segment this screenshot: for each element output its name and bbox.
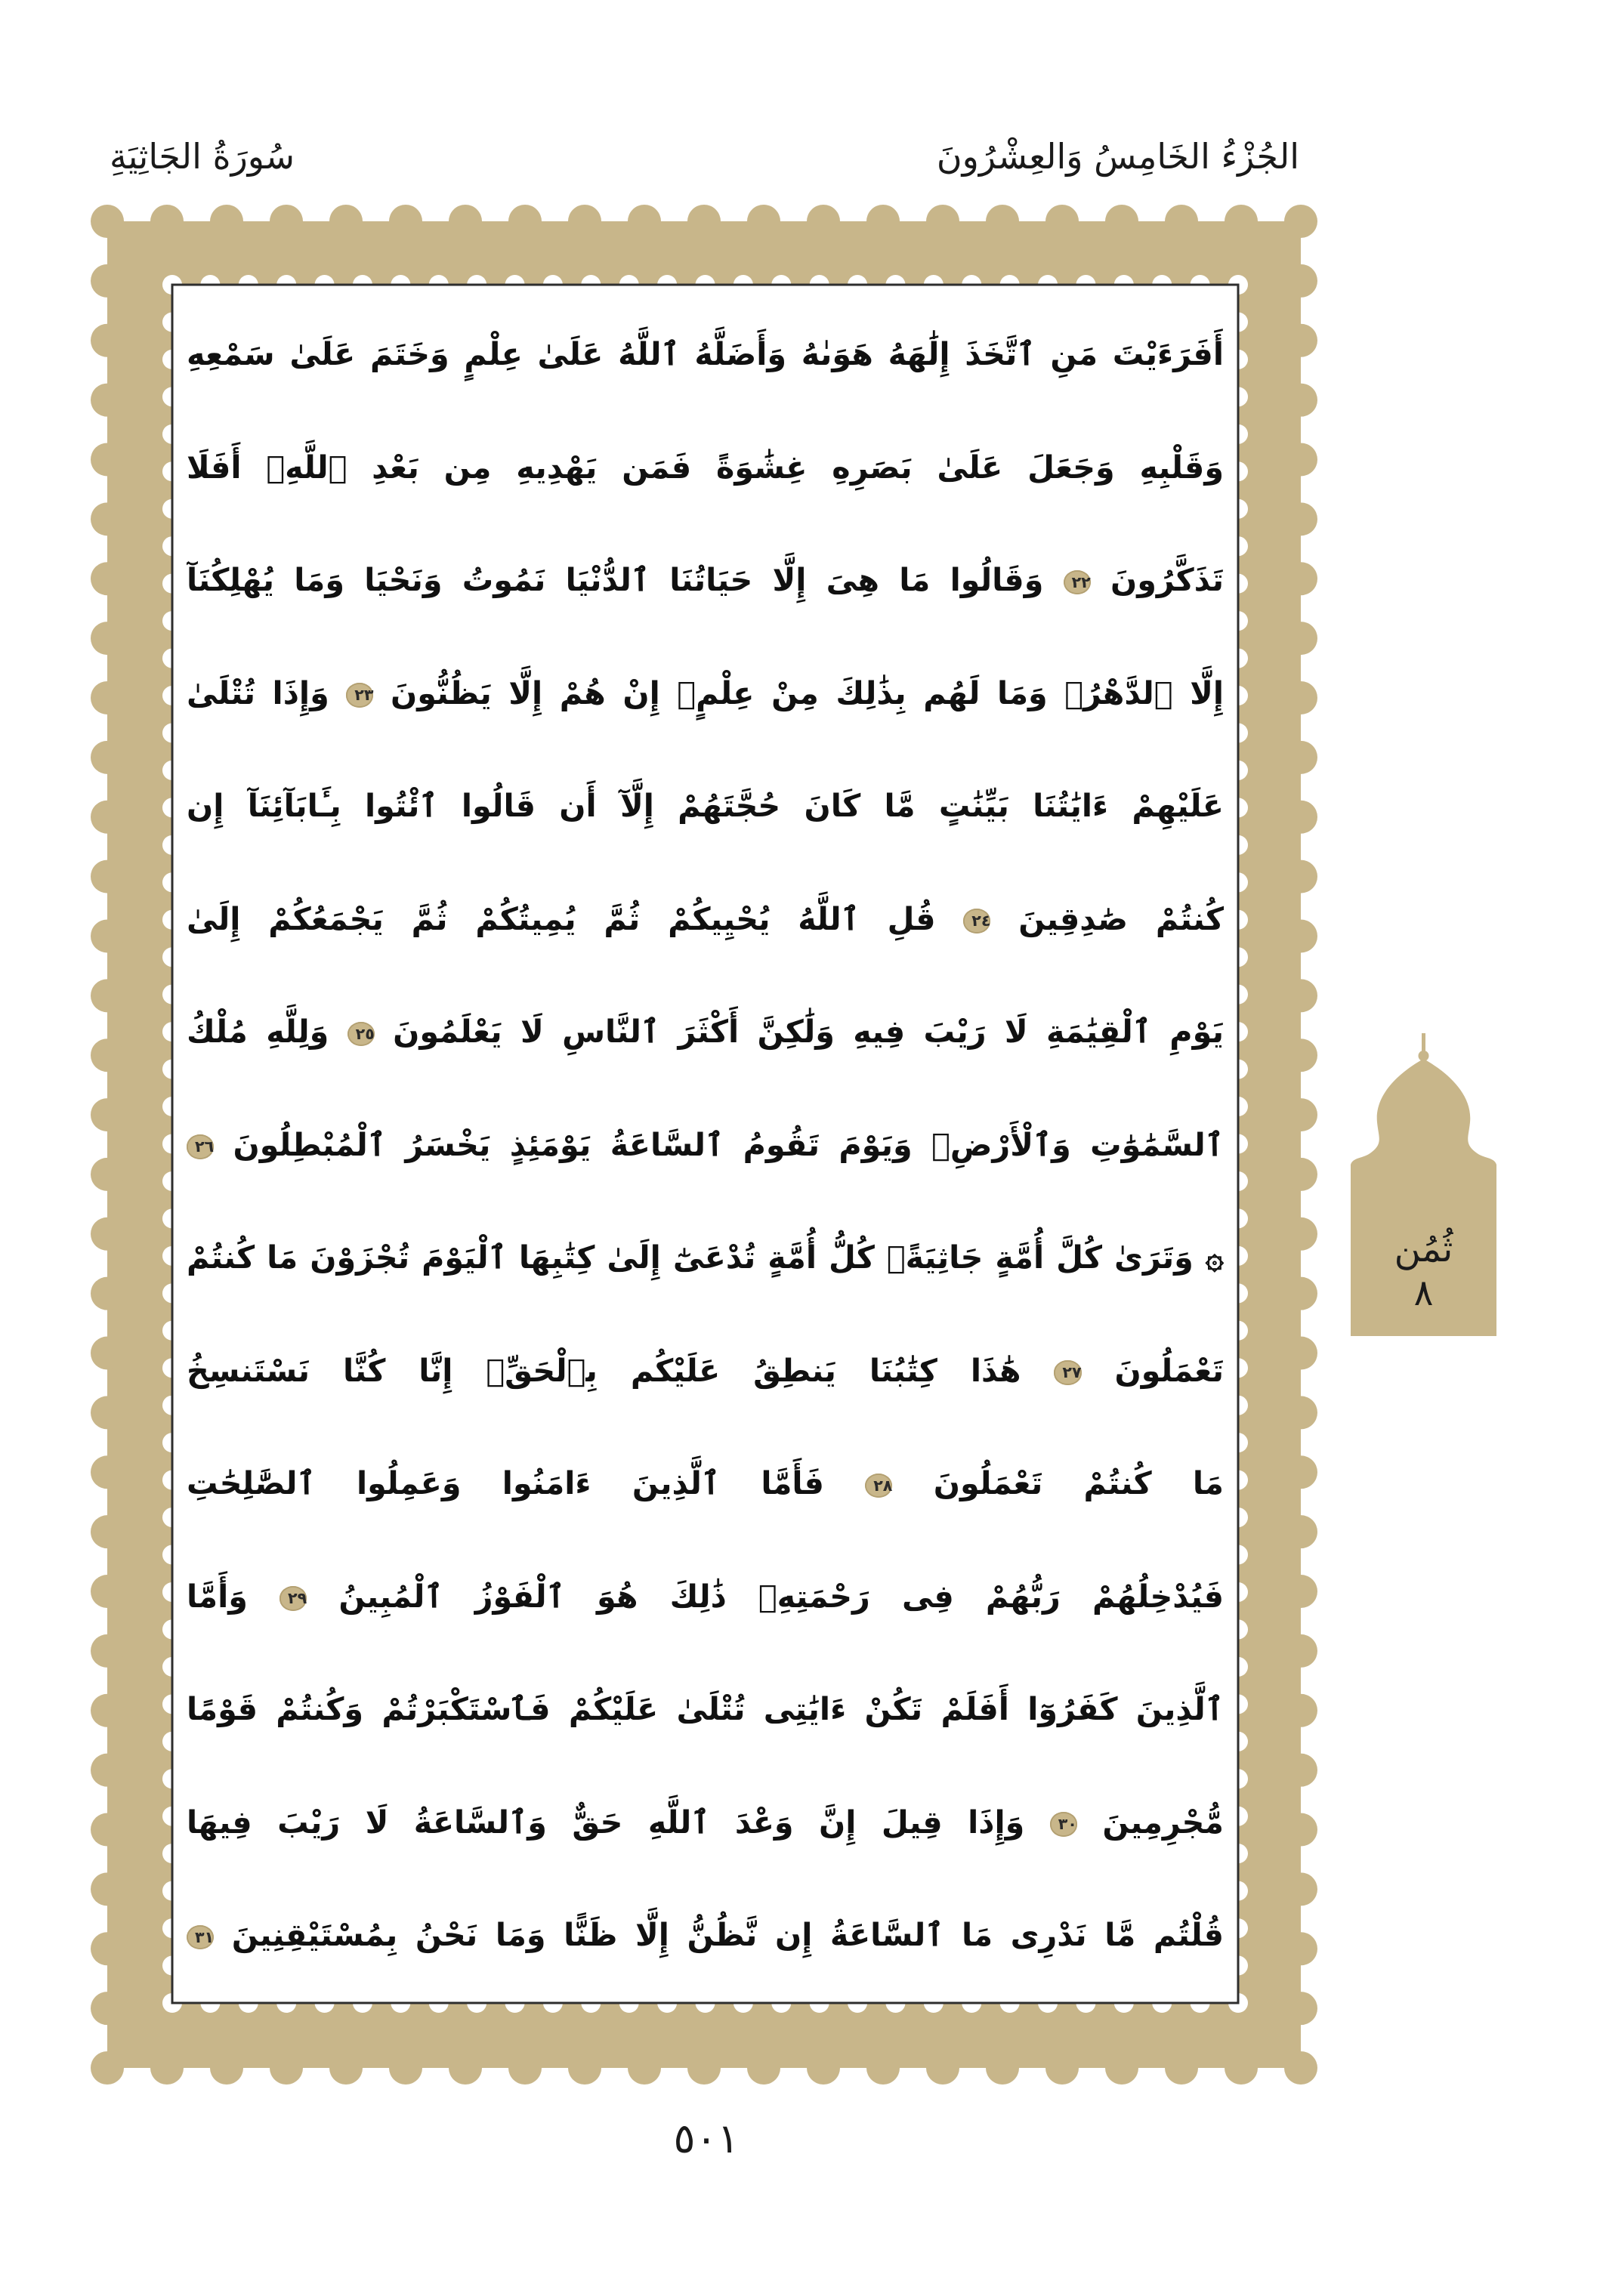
frame-scallop (628, 2051, 661, 2085)
surah-name-header: سُورَةُ الجَاثِيَةِ (110, 136, 295, 177)
verse-text: ٱلسَّمَٰوَٰتِ وَٱلْأَرْضِۚ وَيَوْمَ تَقُومُ ٱلسَّاعَةُ يَوْمَئِذٍ يَخْسَرُ ٱلْمُبْطِلُونَ (233, 1126, 1224, 1163)
verse-text: عَلَيْهِمْ ءَايَٰتُنَا بَيِّنَٰتٍ مَّا كَانَ حُجَّتَهُمْ إِلَّآ أَن قَالُوا ٱئْتُوا بِـَٔابَآئِنَآ إِن (187, 788, 1224, 824)
frame-scallop (1284, 1337, 1317, 1370)
frame-scallop (329, 2051, 363, 2085)
frame-scallop (1225, 2051, 1258, 2085)
frame-scallop (1284, 443, 1317, 476)
juz-name-header: الجُزْءُ الخَامِسُ وَالعِشْرُونَ (936, 136, 1299, 177)
verse-text: ۞ وَتَرَىٰ كُلَّ أُمَّةٍ جَاثِيَةًۚ كُلُّ أُمَّةٍ تُدْعَىٰٓ إِلَىٰ كِتَٰبِهَا ٱلْيَوْمَ تُجْزَوْنَ مَا كُنتُمْ (187, 1239, 1224, 1276)
text-line (187, 750, 1224, 863)
frame-scallop (91, 1515, 124, 1548)
verse-text: كُنتُمْ صَٰدِقِينَ (1018, 900, 1224, 937)
thumn-number: ٨ (1413, 1272, 1434, 1314)
frame-scallop (91, 562, 124, 595)
frame-scallop (91, 1455, 124, 1489)
ayah-number-marker: ٢٦ (187, 1134, 214, 1159)
text-line (187, 1427, 1224, 1541)
frame-scallop (91, 205, 124, 238)
frame-scallop (91, 860, 124, 893)
thumn-margin-marker (1351, 1033, 1496, 1336)
frame-scallop (1105, 205, 1138, 238)
frame-scallop (1284, 1217, 1317, 1251)
frame-scallop (1165, 205, 1198, 238)
frame-scallop (91, 681, 124, 714)
text-line (187, 1653, 1224, 1767)
frame-scallop (91, 1217, 124, 1251)
frame-scallop (1165, 2051, 1198, 2085)
verse-text: وَقَالُوا مَا هِىَ إِلَّا حَيَاتُنَا ٱلدُّنْيَا نَمُوتُ وَنَحْيَا وَمَا يُهْلِكُنَآ (187, 562, 1044, 598)
frame-scallop (1284, 1813, 1317, 1847)
frame-scallop (1284, 979, 1317, 1012)
frame-scallop (807, 205, 840, 238)
verse-text: هَٰذَا كِتَٰبُنَا يَنطِقُ عَلَيْكُم بِٱلْحَقِّۚ إِنَّا كُنَّا نَسْتَنسِخُ (187, 1352, 1021, 1389)
frame-scallop (91, 919, 124, 952)
frame-scallop (91, 1634, 124, 1668)
frame-scallop (210, 205, 243, 238)
text-line (187, 412, 1224, 525)
frame-scallop (1284, 1515, 1317, 1548)
verse-text: وَقَلْبِهِ وَجَعَلَ عَلَىٰ بَصَرِهِ غِشَٰوَةً فَمَن يَهْدِيهِ مِن بَعْدِ ٱللَّهِۚ أَفَلَا (187, 449, 1224, 486)
frame-scallop (1284, 1277, 1317, 1310)
verse-text: مُّجْرِمِينَ (1102, 1804, 1224, 1841)
ayah-number-marker: ٢٢ (1064, 570, 1091, 594)
frame-scallop (1284, 1634, 1317, 1668)
text-line (187, 976, 1224, 1089)
frame-scallop (1284, 1694, 1317, 1727)
verse-text: وَأَمَّا (187, 1578, 248, 1615)
frame-scallop (628, 205, 661, 238)
frame-scallop (1045, 205, 1079, 238)
frame-scallop (568, 205, 601, 238)
ayah-number-marker: ٢٨ (865, 1474, 892, 1498)
frame-scallop (329, 205, 363, 238)
ayah-number-marker: ٣٠ (1050, 1812, 1077, 1836)
frame-scallop (91, 1694, 124, 1727)
verse-text: قُلِ ٱللَّهُ يُحْيِيكُمْ ثُمَّ يُمِيتُكُمْ ثُمَّ يَجْمَعُكُمْ إِلَىٰ (187, 900, 936, 937)
text-line (187, 1202, 1224, 1315)
frame-scallop (1284, 1872, 1317, 1906)
frame-scallop (91, 1038, 124, 1072)
frame-scallop (91, 741, 124, 774)
frame-scallop (1284, 562, 1317, 595)
frame-scallop (91, 1396, 124, 1429)
text-line (187, 1541, 1224, 1654)
frame-scallop (91, 622, 124, 655)
frame-scallop (747, 2051, 780, 2085)
quran-text-block (187, 298, 1224, 1992)
thumn-label: ثُمُن (1394, 1228, 1453, 1270)
frame-scallop (91, 1575, 124, 1608)
frame-scallop (91, 1754, 124, 1787)
frame-scallop (508, 2051, 542, 2085)
frame-scallop (91, 1277, 124, 1310)
frame-scallop (1284, 919, 1317, 952)
frame-scallop (150, 2051, 184, 2085)
verse-text: تَعْمَلُونَ (1114, 1352, 1224, 1389)
frame-scallop (1284, 1992, 1317, 2025)
frame-scallop (1105, 2051, 1138, 2085)
frame-scallop (91, 502, 124, 535)
verse-text: إِلَّا ٱلدَّهْرُۚ وَمَا لَهُم بِذَٰلِكَ مِنْ عِلْمٍۖ إِنْ هُمْ إِلَّا يَظُنُّونَ (391, 674, 1224, 711)
ayah-number-marker: ٢٣ (346, 683, 373, 707)
frame-scallop (1284, 264, 1317, 298)
page-number: ٥٠١ (673, 2115, 740, 2162)
frame-scallop (91, 324, 124, 357)
frame-scallop (1284, 502, 1317, 535)
text-line (187, 1089, 1224, 1202)
frame-scallop (1284, 801, 1317, 834)
verse-text: مَا كُنتُمْ تَعْمَلُونَ (933, 1465, 1224, 1501)
verse-text: يَوْمِ ٱلْقِيَٰمَةِ لَا رَيْبَ فِيهِ وَلَٰكِنَّ أَكْثَرَ ٱلنَّاسِ لَا يَعْلَمُونَ (393, 1014, 1224, 1050)
frame-scallop (389, 205, 422, 238)
frame-scallop (91, 801, 124, 834)
ayah-number-marker: ٢٤ (963, 909, 990, 933)
frame-scallop (150, 205, 184, 238)
text-line (187, 298, 1224, 412)
frame-scallop (91, 1872, 124, 1906)
frame-scallop (866, 2051, 900, 2085)
frame-scallop (747, 205, 780, 238)
frame-scallop (91, 1158, 124, 1191)
frame-scallop (1284, 205, 1317, 238)
verse-text: قُلْتُم مَّا نَدْرِى مَا ٱلسَّاعَةُ إِن نَّظُنُّ إِلَّا ظَنًّا وَمَا نَحْنُ بِمُسْتَيْقِنِينَ (231, 1917, 1224, 1953)
frame-scallop (91, 979, 124, 1012)
verse-text: وَإِذَا تُتْلَىٰ (187, 674, 329, 711)
frame-scallop (91, 384, 124, 417)
verse-text: تَذَكَّرُونَ (1110, 562, 1224, 598)
frame-scallop (807, 2051, 840, 2085)
frame-scallop (1284, 2051, 1317, 2085)
frame-scallop (1284, 1098, 1317, 1131)
frame-scallop (91, 1813, 124, 1847)
frame-scallop (1284, 1932, 1317, 1965)
frame-scallop (91, 1992, 124, 2025)
text-line (187, 863, 1224, 977)
frame-scallop (568, 2051, 601, 2085)
frame-scallop (687, 205, 721, 238)
frame-scallop (508, 205, 542, 238)
frame-scallop (1284, 1396, 1317, 1429)
text-line (187, 637, 1224, 751)
frame-scallop (449, 2051, 482, 2085)
frame-scallop (1284, 622, 1317, 655)
ayah-number-marker: ٢٥ (347, 1022, 375, 1046)
frame-scallop (986, 2051, 1019, 2085)
frame-scallop (866, 205, 900, 238)
frame-scallop (1284, 741, 1317, 774)
verse-text: ٱلَّذِينَ كَفَرُوٓا أَفَلَمْ تَكُنْ ءَايَٰتِى تُتْلَىٰ عَلَيْكُمْ فَٱسْتَكْبَرْتُمْ وَكُنتُمْ قَوْمًا (187, 1691, 1224, 1727)
frame-scallop (91, 2051, 124, 2085)
frame-scallop (1284, 384, 1317, 417)
frame-scallop (1284, 324, 1317, 357)
frame-scallop (926, 2051, 959, 2085)
frame-scallop (91, 264, 124, 298)
ayah-number-marker: ٣١ (187, 1925, 214, 1949)
text-line (187, 1767, 1224, 1880)
frame-scallop (1284, 1038, 1317, 1072)
verse-text: وَلِلَّهِ مُلْكُ (187, 1014, 329, 1050)
frame-scallop (389, 2051, 422, 2085)
frame-scallop (1284, 1575, 1317, 1608)
frame-scallop (449, 205, 482, 238)
frame-scallop (1225, 205, 1258, 238)
text-line (187, 1315, 1224, 1428)
text-line (187, 524, 1224, 637)
frame-scallop (1284, 681, 1317, 714)
frame-scallop (91, 1337, 124, 1370)
frame-scallop (986, 205, 1019, 238)
frame-scallop (270, 2051, 303, 2085)
frame-scallop (687, 2051, 721, 2085)
ayah-number-marker: ٢٧ (1054, 1360, 1081, 1384)
frame-scallop (926, 205, 959, 238)
frame-scallop (270, 205, 303, 238)
verse-text: فَأَمَّا ٱلَّذِينَ ءَامَنُوا وَعَمِلُوا ٱلصَّٰلِحَٰتِ (187, 1465, 824, 1501)
frame-scallop (210, 2051, 243, 2085)
frame-scallop (1284, 1158, 1317, 1191)
frame-scallop (1284, 860, 1317, 893)
ayah-number-marker: ٢٩ (280, 1586, 307, 1610)
verse-text: أَفَرَءَيْتَ مَنِ ٱتَّخَذَ إِلَٰهَهُ هَوَىٰهُ وَأَضَلَّهُ ٱللَّهُ عَلَىٰ عِلْمٍ وَخَتَمَ عَلَىٰ سَمْعِهِ (187, 336, 1224, 372)
frame-scallop (1284, 1455, 1317, 1489)
verse-text: وَإِذَا قِيلَ إِنَّ وَعْدَ ٱللَّهِ حَقٌّ وَٱلسَّاعَةُ لَا رَيْبَ فِيهَا (187, 1804, 1025, 1841)
frame-scallop (1284, 1754, 1317, 1787)
verse-text: فَيُدْخِلُهُمْ رَبُّهُمْ فِى رَحْمَتِهِۚ ذَٰلِكَ هُوَ ٱلْفَوْزُ ٱلْمُبِينُ (338, 1578, 1224, 1615)
frame-scallop (1045, 2051, 1079, 2085)
frame-scallop (91, 1932, 124, 1965)
frame-scallop (91, 1098, 124, 1131)
text-line (187, 1879, 1224, 1992)
frame-scallop (91, 443, 124, 476)
